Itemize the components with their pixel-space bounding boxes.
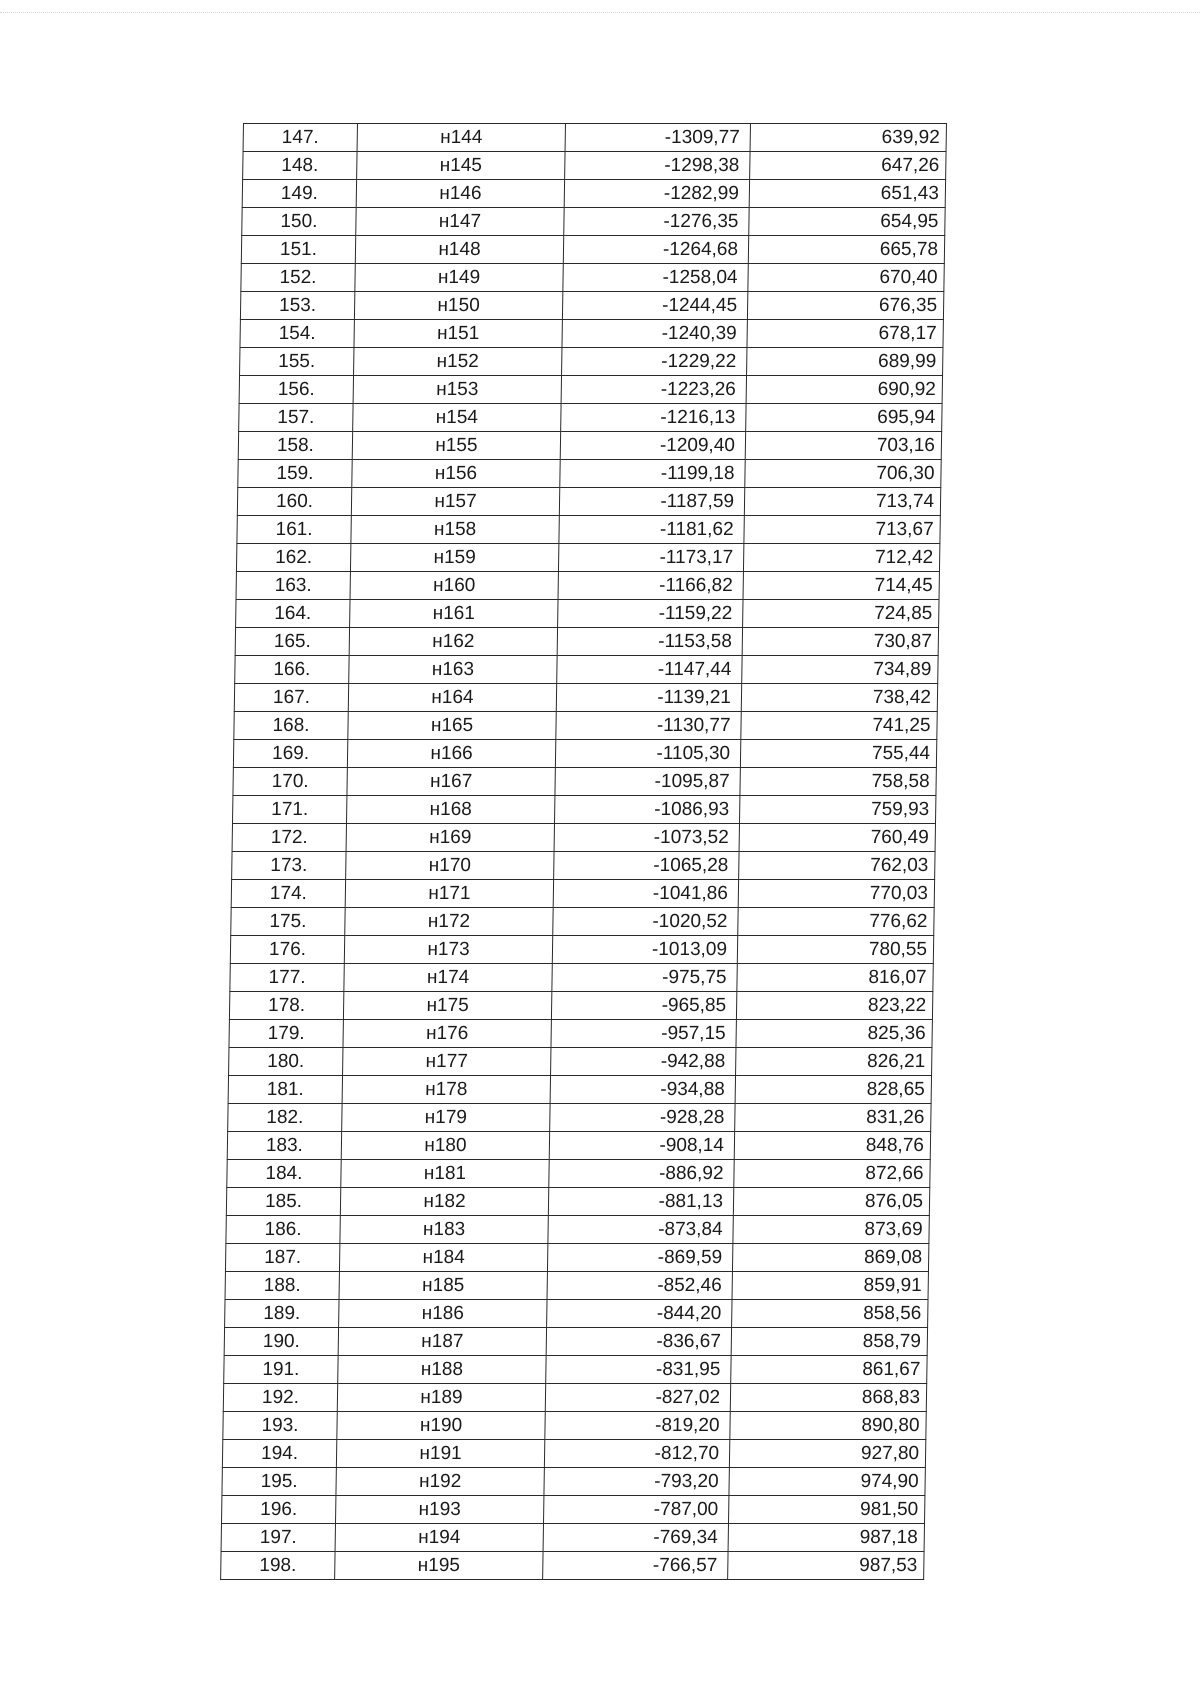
point-name-cell: н171 [345,880,553,908]
point-name-cell: н179 [342,1104,550,1132]
point-name-cell: н165 [348,712,556,740]
coordinates-table [220,123,947,1580]
x-coordinate-cell: -1159,22 [558,600,743,628]
point-number-cell: 181. [228,1076,342,1104]
table-row [225,1244,928,1272]
y-coordinate-cell: 760,49 [739,824,935,852]
point-name-cell: н148 [355,236,563,264]
x-coordinate-cell: -873,84 [548,1216,733,1244]
x-coordinate-cell: -1086,93 [554,796,739,824]
table-row [222,1468,925,1496]
y-coordinate-cell: 987,53 [728,1552,924,1580]
point-name-cell: н175 [343,992,551,1020]
point-name-cell: н145 [357,152,565,180]
x-coordinate-cell: -957,15 [551,1020,736,1048]
point-number-cell: 198. [221,1552,335,1580]
point-name-cell: н151 [354,320,562,348]
x-coordinate-cell: -1244,45 [562,292,747,320]
coordinates-table-body [221,124,947,1580]
point-number-cell: 192. [223,1384,337,1412]
point-number-cell: 196. [221,1496,335,1524]
y-coordinate-cell: 639,92 [750,124,946,152]
table-row [236,544,939,572]
point-number-cell: 172. [232,824,346,852]
point-name-cell: н186 [339,1300,547,1328]
x-coordinate-cell: -812,70 [544,1440,729,1468]
point-number-cell: 180. [229,1048,343,1076]
x-coordinate-cell: -1041,86 [553,880,738,908]
table-row [238,460,941,488]
point-number-cell: 195. [222,1468,336,1496]
table-row [234,712,937,740]
y-coordinate-cell: 758,58 [740,768,936,796]
point-number-cell: 170. [233,768,347,796]
point-name-cell: н155 [352,432,560,460]
y-coordinate-cell: 825,36 [736,1020,932,1048]
y-coordinate-cell: 647,26 [750,152,946,180]
x-coordinate-cell: -1153,58 [557,628,742,656]
point-name-cell: н160 [350,572,558,600]
point-name-cell: н154 [353,404,561,432]
point-number-cell: 154. [240,320,354,348]
table-row [221,1552,924,1580]
x-coordinate-cell: -1166,82 [558,572,743,600]
table-row [243,152,946,180]
table-row [237,516,940,544]
point-name-cell: н150 [354,292,562,320]
point-name-cell: н152 [354,348,562,376]
x-coordinate-cell: -1276,35 [564,208,749,236]
table-row [239,404,942,432]
y-coordinate-cell: 689,99 [747,348,943,376]
point-number-cell: 186. [226,1216,340,1244]
y-coordinate-cell: 831,26 [735,1104,931,1132]
table-row [228,1104,931,1132]
point-number-cell: 157. [239,404,353,432]
point-number-cell: 189. [225,1300,339,1328]
point-number-cell: 166. [235,656,349,684]
point-name-cell: н156 [352,460,560,488]
x-coordinate-cell: -1105,30 [555,740,740,768]
y-coordinate-cell: 714,45 [743,572,939,600]
y-coordinate-cell: 776,62 [738,908,934,936]
table-row [233,768,936,796]
table-row [225,1300,928,1328]
point-name-cell: н177 [343,1048,551,1076]
table-row [222,1440,925,1468]
point-name-cell: н169 [346,824,554,852]
x-coordinate-cell: -1229,22 [562,348,747,376]
point-number-cell: 175. [231,908,345,936]
point-name-cell: н189 [337,1384,545,1412]
x-coordinate-cell: -928,28 [550,1104,735,1132]
y-coordinate-cell: 695,94 [746,404,942,432]
point-number-cell: 184. [227,1160,341,1188]
y-coordinate-cell: 861,67 [731,1356,927,1384]
y-coordinate-cell: 651,43 [749,180,945,208]
x-coordinate-cell: -1298,38 [565,152,750,180]
point-number-cell: 173. [232,852,346,880]
x-coordinate-cell: -975,75 [552,964,737,992]
point-name-cell: н180 [341,1132,549,1160]
y-coordinate-cell: 734,89 [742,656,938,684]
point-name-cell: н147 [356,208,564,236]
y-coordinate-cell: 858,56 [732,1300,928,1328]
y-coordinate-cell: 762,03 [739,852,935,880]
x-coordinate-cell: -769,34 [543,1524,728,1552]
x-coordinate-cell: -1282,99 [564,180,749,208]
point-name-cell: н168 [346,796,554,824]
y-coordinate-cell: 706,30 [745,460,941,488]
x-coordinate-cell: -886,92 [549,1160,734,1188]
point-number-cell: 158. [238,432,352,460]
point-number-cell: 188. [225,1272,339,1300]
table-row [223,1412,926,1440]
x-coordinate-cell: -965,85 [551,992,736,1020]
y-coordinate-cell: 858,79 [731,1328,927,1356]
point-number-cell: 187. [225,1244,339,1272]
table-row [232,852,935,880]
y-coordinate-cell: 859,91 [732,1272,928,1300]
table-row [240,348,943,376]
y-coordinate-cell: 676,35 [747,292,943,320]
table-row [226,1216,929,1244]
y-coordinate-cell: 890,80 [730,1412,926,1440]
point-name-cell: н166 [347,740,555,768]
point-name-cell: н182 [340,1188,548,1216]
y-coordinate-cell: 823,22 [736,992,932,1020]
point-name-cell: н181 [341,1160,549,1188]
point-name-cell: н193 [335,1496,543,1524]
table-row [230,964,933,992]
point-number-cell: 151. [241,236,355,264]
x-coordinate-cell: -1013,09 [552,936,737,964]
point-number-cell: 174. [231,880,345,908]
point-number-cell: 183. [227,1132,341,1160]
point-name-cell: н149 [355,264,563,292]
point-number-cell: 185. [226,1188,340,1216]
y-coordinate-cell: 780,55 [737,936,933,964]
point-name-cell: н184 [339,1244,547,1272]
table-row [221,1524,924,1552]
y-coordinate-cell: 654,95 [749,208,945,236]
table-row [233,740,936,768]
point-name-cell: н185 [339,1272,547,1300]
point-number-cell: 164. [236,600,350,628]
point-number-cell: 160. [237,488,351,516]
point-number-cell: 168. [234,712,348,740]
point-number-cell: 193. [223,1412,337,1440]
table-row [228,1076,931,1104]
y-coordinate-cell: 690,92 [746,376,942,404]
y-coordinate-cell: 678,17 [747,320,943,348]
y-coordinate-cell: 872,66 [734,1160,930,1188]
table-row [235,656,938,684]
point-name-cell: н172 [345,908,553,936]
x-coordinate-cell: -934,88 [550,1076,735,1104]
scan-edge [0,12,1200,13]
table-row [232,824,935,852]
point-name-cell: н195 [335,1552,543,1580]
y-coordinate-cell: 848,76 [734,1132,930,1160]
table-row [235,628,938,656]
point-name-cell: н194 [335,1524,543,1552]
x-coordinate-cell: -819,20 [545,1412,730,1440]
y-coordinate-cell: 974,90 [729,1468,925,1496]
table-row [229,1020,932,1048]
x-coordinate-cell: -1223,26 [561,376,746,404]
x-coordinate-cell: -1147,44 [557,656,742,684]
x-coordinate-cell: -1258,04 [563,264,748,292]
y-coordinate-cell: 713,67 [744,516,940,544]
table-row [241,236,944,264]
point-number-cell: 169. [233,740,347,768]
point-number-cell: 182. [228,1104,342,1132]
x-coordinate-cell: -1309,77 [565,124,750,152]
x-coordinate-cell: -836,67 [546,1328,731,1356]
table-row [224,1356,927,1384]
table-row [227,1160,930,1188]
point-name-cell: н174 [344,964,552,992]
x-coordinate-cell: -869,59 [547,1244,732,1272]
table-row [240,320,943,348]
x-coordinate-cell: -1065,28 [554,852,739,880]
y-coordinate-cell: 712,42 [743,544,939,572]
x-coordinate-cell: -852,46 [547,1272,732,1300]
point-number-cell: 155. [240,348,354,376]
table-row [227,1132,930,1160]
table-row [231,908,934,936]
point-name-cell: н167 [347,768,555,796]
y-coordinate-cell: 730,87 [742,628,938,656]
point-number-cell: 159. [238,460,352,488]
y-coordinate-cell: 869,08 [732,1244,928,1272]
y-coordinate-cell: 755,44 [740,740,936,768]
x-coordinate-cell: -1240,39 [562,320,747,348]
table-row [239,376,942,404]
point-number-cell: 178. [229,992,343,1020]
point-number-cell: 197. [221,1524,335,1552]
point-name-cell: н178 [342,1076,550,1104]
x-coordinate-cell: -908,14 [549,1132,734,1160]
x-coordinate-cell: -844,20 [547,1300,732,1328]
point-name-cell: н192 [336,1468,544,1496]
table-row [240,292,943,320]
y-coordinate-cell: 828,65 [735,1076,931,1104]
point-number-cell: 165. [235,628,349,656]
x-coordinate-cell: -787,00 [543,1496,728,1524]
point-number-cell: 191. [224,1356,338,1384]
table-row [230,936,933,964]
table-row [221,1496,924,1524]
table-row [238,432,941,460]
point-name-cell: н153 [353,376,561,404]
x-coordinate-cell: -1095,87 [555,768,740,796]
table-row [226,1188,929,1216]
y-coordinate-cell: 738,42 [741,684,937,712]
y-coordinate-cell: 876,05 [733,1188,929,1216]
y-coordinate-cell: 826,21 [736,1048,932,1076]
point-name-cell: н176 [343,1020,551,1048]
x-coordinate-cell: -1264,68 [563,236,748,264]
point-name-cell: н146 [356,180,564,208]
table-row [243,124,946,152]
point-number-cell: 167. [234,684,348,712]
y-coordinate-cell: 741,25 [741,712,937,740]
y-coordinate-cell: 670,40 [748,264,944,292]
point-name-cell: н157 [351,488,559,516]
x-coordinate-cell: -1181,62 [559,516,744,544]
point-name-cell: н183 [340,1216,548,1244]
point-name-cell: н161 [350,600,558,628]
x-coordinate-cell: -831,95 [546,1356,731,1384]
y-coordinate-cell: 759,93 [739,796,935,824]
point-name-cell: н158 [351,516,559,544]
x-coordinate-cell: -766,57 [543,1552,728,1580]
point-name-cell: н164 [348,684,556,712]
table-row [229,1048,932,1076]
point-number-cell: 171. [232,796,346,824]
point-number-cell: 153. [240,292,354,320]
x-coordinate-cell: -1130,77 [556,712,741,740]
table-row [232,796,935,824]
y-coordinate-cell: 724,85 [743,600,939,628]
point-name-cell: н170 [346,852,554,880]
point-name-cell: н159 [350,544,558,572]
table-row [234,684,937,712]
point-number-cell: 194. [222,1440,336,1468]
point-number-cell: 148. [243,152,357,180]
point-name-cell: н144 [357,124,565,152]
table-row [237,488,940,516]
x-coordinate-cell: -1187,59 [559,488,744,516]
table-row [236,572,939,600]
point-number-cell: 147. [243,124,357,152]
table-row [225,1272,928,1300]
point-number-cell: 179. [229,1020,343,1048]
x-coordinate-cell: -881,13 [548,1188,733,1216]
table-row [241,264,944,292]
y-coordinate-cell: 981,50 [728,1496,924,1524]
x-coordinate-cell: -942,88 [551,1048,736,1076]
point-name-cell: н187 [338,1328,546,1356]
table-row [224,1328,927,1356]
point-name-cell: н190 [337,1412,545,1440]
table-row [242,208,945,236]
point-number-cell: 149. [242,180,356,208]
y-coordinate-cell: 703,16 [745,432,941,460]
point-name-cell: н173 [344,936,552,964]
y-coordinate-cell: 816,07 [737,964,933,992]
table-row [242,180,945,208]
point-name-cell: н162 [349,628,557,656]
y-coordinate-cell: 868,83 [730,1384,926,1412]
x-coordinate-cell: -1073,52 [554,824,739,852]
point-name-cell: н163 [349,656,557,684]
y-coordinate-cell: 713,74 [744,488,940,516]
point-number-cell: 156. [239,376,353,404]
point-number-cell: 161. [237,516,351,544]
y-coordinate-cell: 770,03 [738,880,934,908]
point-number-cell: 152. [241,264,355,292]
point-number-cell: 162. [236,544,350,572]
point-number-cell: 177. [230,964,344,992]
x-coordinate-cell: -1216,13 [561,404,746,432]
x-coordinate-cell: -1209,40 [560,432,745,460]
point-number-cell: 176. [230,936,344,964]
x-coordinate-cell: -1173,17 [558,544,743,572]
table-row [229,992,932,1020]
point-name-cell: н188 [338,1356,546,1384]
y-coordinate-cell: 873,69 [733,1216,929,1244]
x-coordinate-cell: -1199,18 [560,460,745,488]
y-coordinate-cell: 665,78 [748,236,944,264]
point-number-cell: 163. [236,572,350,600]
table-row [231,880,934,908]
point-number-cell: 150. [242,208,356,236]
x-coordinate-cell: -793,20 [544,1468,729,1496]
table-row [223,1384,926,1412]
y-coordinate-cell: 927,80 [729,1440,925,1468]
point-number-cell: 190. [224,1328,338,1356]
x-coordinate-cell: -1139,21 [556,684,741,712]
x-coordinate-cell: -1020,52 [553,908,738,936]
point-name-cell: н191 [336,1440,544,1468]
table-row [236,600,939,628]
y-coordinate-cell: 987,18 [728,1524,924,1552]
x-coordinate-cell: -827,02 [545,1384,730,1412]
